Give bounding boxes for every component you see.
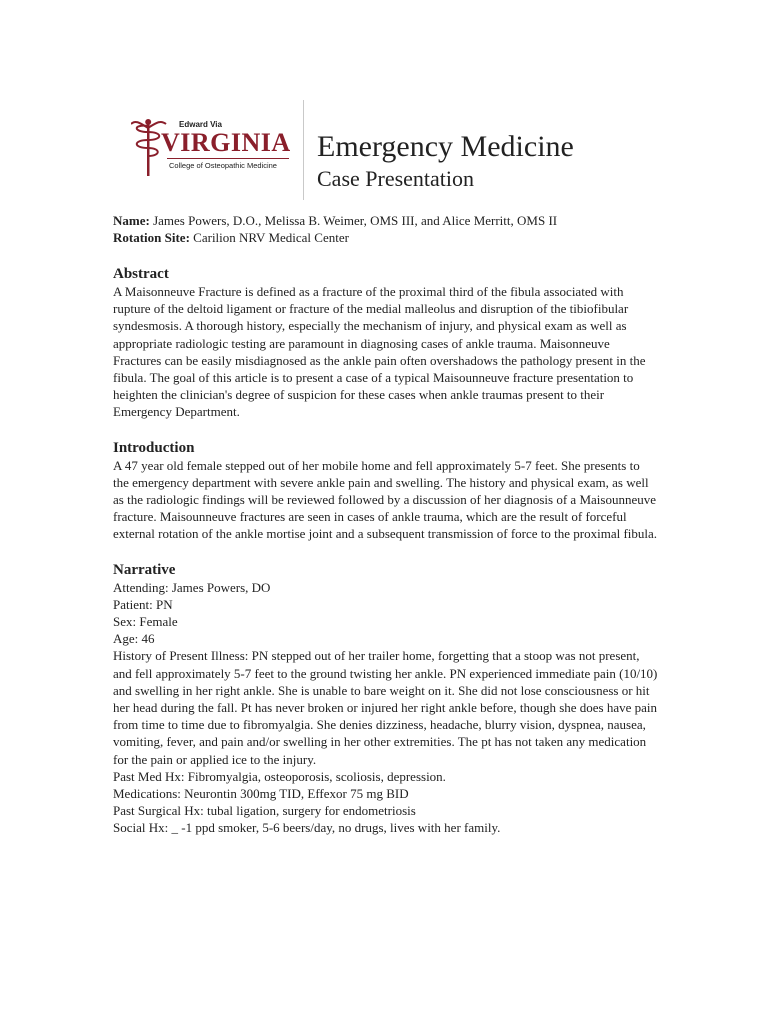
logo-college-name: College of Osteopathic Medicine (169, 161, 277, 170)
page-subtitle: Case Presentation (317, 166, 475, 191)
logo-edward-via: Edward Via (179, 120, 222, 129)
document-header (113, 100, 658, 200)
sex-line: Sex: Female (113, 614, 178, 630)
school-logo (131, 118, 301, 180)
name-value: James Powers, D.O., Melissa B. Weimer, OMS III, and Alice Merritt, OMS II (149, 213, 558, 228)
logo-rule (167, 158, 289, 159)
rotation-site-label: Rotation Site: (113, 230, 190, 245)
age-line: Age: 46 (113, 631, 155, 647)
past-medical-history: Past Med Hx: Fibromyalgia, osteoporosis, scoliosis, depression. (113, 768, 446, 784)
past-surgical-history: Past Surgical Hx: tubal ligation, surgery for endometriosis (113, 803, 416, 819)
introduction-section (113, 439, 658, 543)
name-label: Name: (113, 213, 150, 228)
page-title: Emergency Medicine (317, 130, 574, 163)
social-history: Social Hx: _ -1 ppd smoker, 5-6 beers/day, no drugs, lives with her family. (113, 820, 501, 836)
history-present-illness: History of Present Illness: PN stepped out of her trailer home, forgetting that a stoop was not present, and fell approximately 5-7 feet to the ground twisting her ankle. PN experienced immediate pain (10/10) and swelling in her right ankle. She is unable to bare weight on it. She did not lose consciousness or hit her head during the fall. Pt has never broken or injured her right ankle before, though she does have pain from time to time due to fibromyalgia. She denies dizziness, headache, blurry vision, dyspnea, nausea, vomiting, fever, and pain and/or swelling in her other extremities. The pt has not taken any medication for the pain or applied ice to the injury. (113, 648, 658, 767)
narrative-section (113, 561, 658, 837)
abstract-section (113, 265, 658, 421)
rotation-site-line (113, 229, 658, 246)
introduction-heading: Introduction (113, 439, 195, 456)
document-page (113, 100, 658, 837)
abstract-heading: Abstract (113, 266, 169, 282)
medications-line: Medications: Neurontin 300mg TID, Effexor 75 mg BID (113, 786, 409, 802)
abstract-text: A Maisonneuve Fracture is defined as a fracture of the proximal third of the fibula associated with rupture of the deltoid ligament or fracture of the medial malleolus and disruption of the tibiofibular syndesmosis. A thorough history, especially the mechanism of injury, and physical exam as well as appropriate radiologic testing are paramount in diagnosing cases of ankle trauma. Maisonneuve Fractures can be easily misdiagnosed as the ankle pain often overshadows the pathology present in the fibula. The goal of this article is to present a case of a typical Maisounneuve fracture presentation to heighten the clinician's degree of suspicion for these cases when ankle traumas present to their Emergency Department. (113, 284, 646, 420)
narrative-heading: Narrative (113, 561, 176, 578)
attending-line: Attending: James Powers, DO (113, 579, 271, 595)
author-info (113, 212, 658, 246)
patient-line: Patient: PN (113, 596, 173, 612)
logo-wordmark: VIRGINIA (161, 128, 291, 157)
header-divider (303, 100, 304, 200)
authors-line (113, 212, 658, 229)
introduction-text: A 47 year old female stepped out of her mobile home and fell approximately 5-7 feet. She presents to the emergency department with severe ankle pain and swelling. The history and physical exam, as well as the radiologic findings will be reviewed followed by a discussion of her diagnosis of a Maisounneuve fracture. Maisounneuve fractures are seen in cases of ankle trauma, which are the result of forceful external rotation of the ankle mortise joint and a subsequent transmission of force to the proximal fibula. (113, 457, 658, 542)
rotation-site-value: Carilion NRV Medical Center (189, 230, 349, 245)
